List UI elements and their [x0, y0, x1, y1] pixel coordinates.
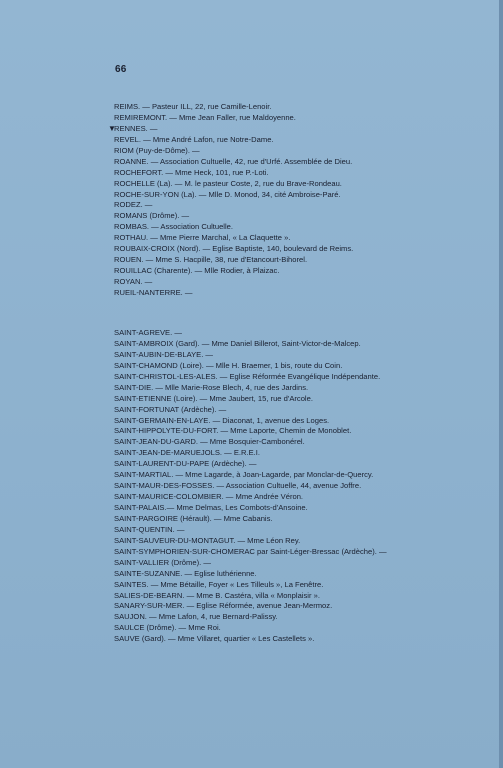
entry: SAINT-CHAMOND (Loire). — Mlle H. Braemer, 1 bis, route du Coin. [114, 360, 343, 370]
entry: SAINT-HIPPOLYTE-DU-FORT. — Mme Laporte, Chemin de Monoblet. [114, 426, 352, 436]
entry: ROCHE-SUR-YON (La). — Mlle D. Monod, 34, cité Ambroise-Paré. [114, 189, 341, 199]
entry: SAULCE (Drôme). — Mme Roi. [114, 623, 221, 633]
entry: RENNES. — [114, 123, 158, 133]
entry: RIOM (Puy-de-Dôme). — [114, 145, 200, 155]
entry: SAINT-FORTUNAT (Ardèche). — [114, 404, 227, 414]
entry: SAINT-GERMAIN-EN-LAYE. — Diaconat, 1, avenue des Loges. [114, 415, 330, 425]
entry: SAINT-DIE. — Mlle Marie-Rose Blech, 4, rue des Jardins. [114, 382, 309, 392]
entry: SAINTES. — Mme Bétaille, Foyer « Les Tilleuls », La Fenêtre. [114, 579, 324, 589]
entry: SAINT-QUENTIN. — [114, 524, 185, 534]
entry: ROMBAS. — Association Cultuelle. [114, 222, 234, 232]
entry: SAINT-SYMPHORIEN-SUR-CHOMERAC par Saint-Léger-Bressac (Ardèche). — [114, 546, 387, 556]
entry: SAINT-AGREVE. — [114, 328, 182, 337]
entry: SAINT-VALLIER (Drôme). — [114, 557, 211, 567]
entry: SAINT-PARGOIRE (Hérault). — Mme Cabanis. [114, 513, 273, 523]
entry: RUEIL-NANTERRE. — [114, 287, 193, 297]
entry: ROUEN. — Mme S. Hacpille, 38, rue d'Etancourt-Bihorel. [114, 255, 308, 265]
entry: SAINT-AUBIN-DE-BLAYE. — [114, 349, 214, 359]
entry: SAINT-PALAIS.— Mme Delmas, Les Combots-d'Ansoine. [114, 503, 308, 512]
entry: SAINT-ETIENNE (Loire). — Mme Jaubert, 15, rue d'Arcole. [114, 393, 313, 403]
entry: RODEZ. — [114, 200, 153, 210]
page-number: 66 [115, 64, 127, 75]
margin-mark: ▼ [108, 124, 116, 133]
entry: SAINT-JEAN-DU-GARD. — Mme Bosquier-Cambonérel. [114, 437, 305, 447]
entry: ROCHEFORT. — Mme Heck, 101, rue P.-Loti. [114, 167, 269, 177]
entry: SAUVE (Gard). — Mme Villaret, quartier « Les Castellets ». [114, 634, 315, 644]
entry: ROCHELLE (La). — M. le pasteur Coste, 2, rue du Brave-Rondeau. [114, 178, 342, 188]
entry: SAINT-CHRISTOL-LES-ALES. — Eglise Réformée Evangélique Indépendante. [114, 371, 381, 381]
entry: SAINT-MAURICE-COLOMBIER. — Mme Andrée Véron. [114, 492, 304, 502]
entry: REVEL. — Mme André Lafon, rue Notre-Dame. [114, 134, 274, 144]
entry: ROUILLAC (Charente). — Mlle Rodier, à Plaizac. [114, 266, 280, 276]
entry: SAINT-LAURENT-DU-PAPE (Ardèche). — [114, 459, 257, 469]
entry: SAINT-MAUR-DES-FOSSES. — Association Cultuelle, 44, avenue Joffre. [114, 481, 362, 491]
entry: ROUBAIX-CROIX (Nord). — Eglise Baptiste, 140, boulevard de Reims. [114, 244, 354, 254]
entries-r [114, 102, 499, 299]
entry: SAINT-JEAN-DE-MARUEJOLS. — E.R.E.I. [114, 448, 260, 458]
entry: SAINT-AMBROIX (Gard). — Mme Daniel Billerot, Saint-Victor-de-Malcep. [114, 338, 361, 348]
entry: SAINT-SAUVEUR-DU-MONTAGUT. — Mme Léon Rey. [114, 535, 301, 545]
entry: SAINTE-SUZANNE. — Eglise luthérienne. [114, 568, 257, 578]
entry: ROANNE. — Association Cultuelle, 42, rue d'Urfé. Assemblée de Dieu. [114, 156, 353, 166]
entry: SALIES-DE-BEARN. — Mme B. Castéra, villa « Monplaisir ». [114, 590, 320, 600]
entry: SAUJON. — Mme Lafon, 4, rue Bernard-Palissy. [114, 612, 278, 622]
entry: ROMANS (Drôme). — [114, 211, 190, 221]
entry: REIMS. — Pasteur ILL, 22, rue Camille-Lenoir. [114, 102, 272, 111]
entries-s [114, 328, 499, 645]
entry: REMIREMONT. — Mme Jean Faller, rue Maldoyenne. [114, 112, 296, 122]
entry: SANARY-SUR-MER. — Eglise Réformée, avenue Jean-Mermoz. [114, 601, 333, 611]
page-edge [499, 0, 503, 768]
entry: ROTHAU. — Mme Pierre Marchal, « La Claquette ». [114, 233, 291, 243]
entry: ROYAN. — [114, 277, 153, 286]
entry: SAINT-MARTIAL. — Mme Lagarde, à Joan-Lagarde, par Monclar-de-Quercy. [114, 470, 374, 480]
